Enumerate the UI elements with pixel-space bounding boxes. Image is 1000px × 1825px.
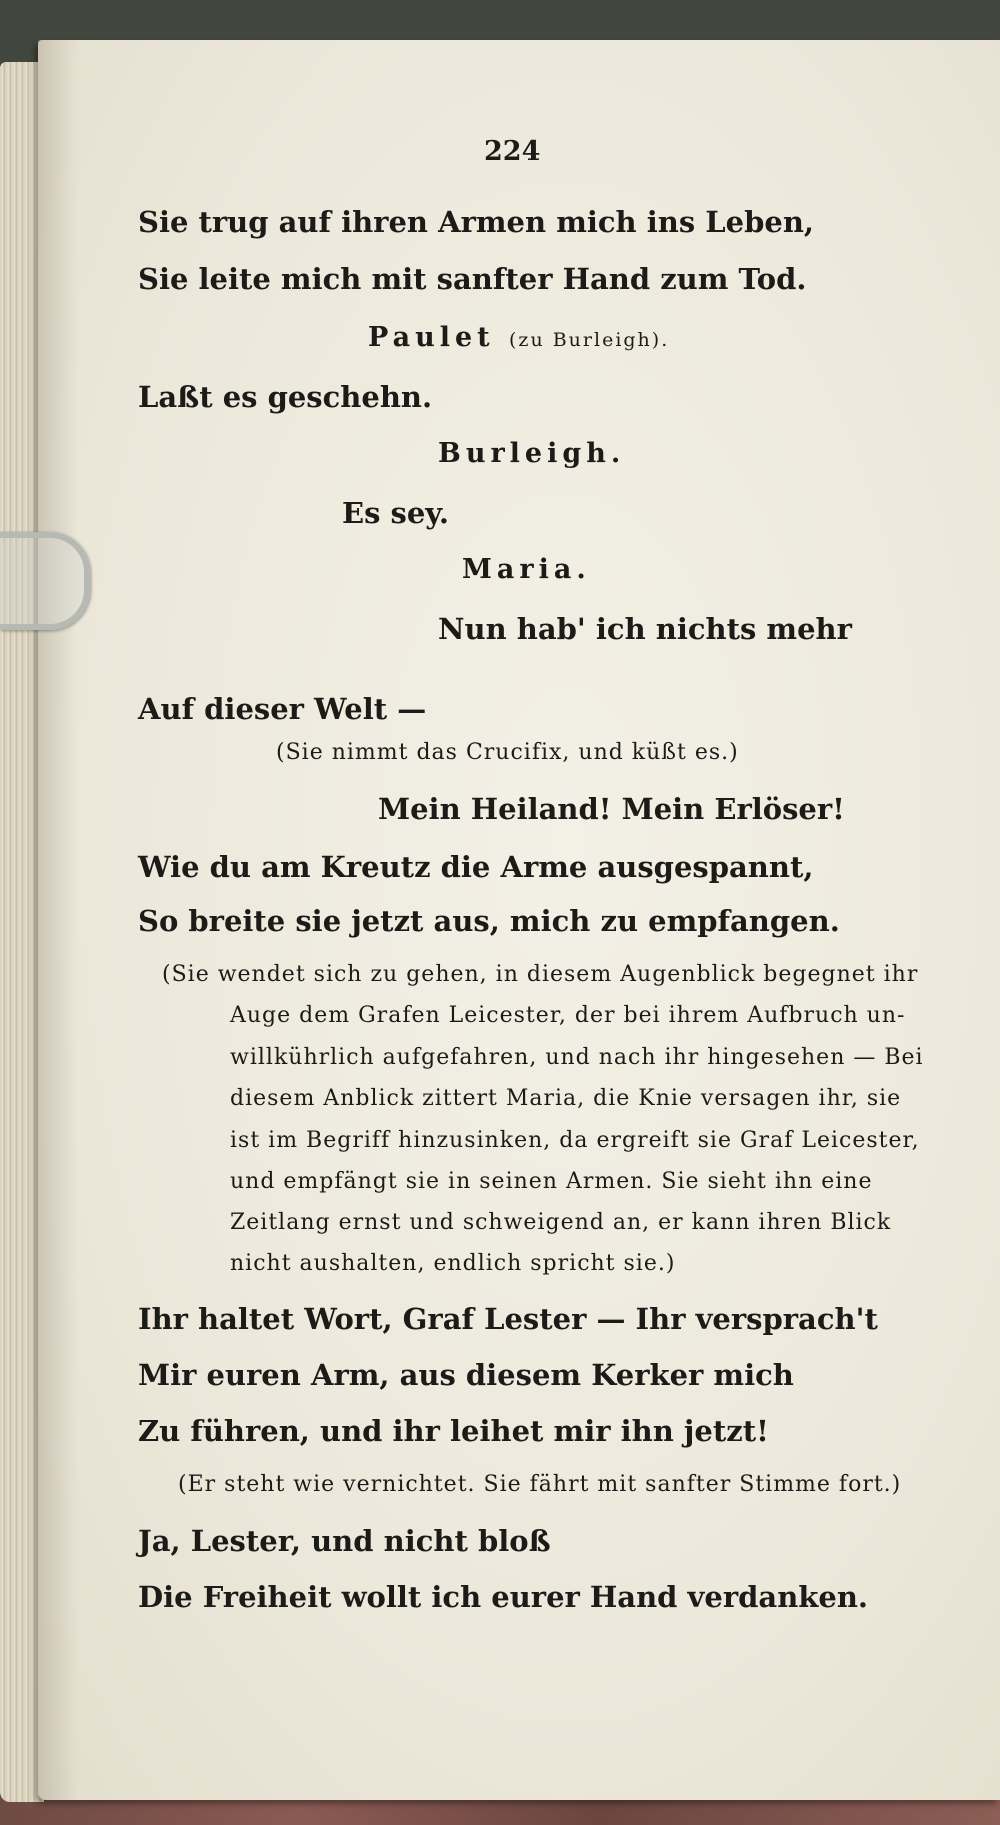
stage-direction: nicht aushalten, endlich spricht sie.) bbox=[230, 1251, 676, 1276]
verse-line: Zu führen, und ihr leihet mir ihn jetzt! bbox=[138, 1414, 769, 1448]
stage-direction: (Sie nimmt das Crucifix, und küßt es.) bbox=[276, 740, 739, 765]
stage-direction: (Sie wendet sich zu gehen, in diesem Augenblick begegnet ihr bbox=[162, 962, 919, 987]
verse-line: Nun hab' ich nichts mehr bbox=[438, 612, 852, 646]
stage-direction: diesem Anblick zittert Maria, die Knie versagen ihr, sie bbox=[230, 1086, 902, 1111]
verse-line: Sie trug auf ihren Armen mich ins Leben, bbox=[138, 205, 815, 239]
speaker-label: Paulet bbox=[368, 322, 495, 353]
verse-line: Laßt es geschehn. bbox=[138, 380, 433, 414]
verse-line: So breite sie jetzt aus, mich zu empfangen. bbox=[138, 904, 840, 938]
inline-stage-direction: (zu Burleigh). bbox=[509, 329, 670, 351]
stage-direction: und empfängt sie in seinen Armen. Sie sieht ihn eine bbox=[230, 1169, 873, 1194]
page-number: 224 bbox=[484, 136, 541, 167]
verse-line: Wie du am Kreutz die Arme ausgespannt, bbox=[138, 850, 814, 884]
stage-direction: willkührlich aufgefahren, und nach ihr hingesehen — Bei bbox=[230, 1045, 924, 1070]
verse-line: Auf dieser Welt — bbox=[138, 692, 427, 726]
speaker-name: Burleigh. bbox=[438, 438, 626, 469]
speaker-name bbox=[368, 322, 669, 353]
verse-line: Die Freiheit wollt ich eurer Hand verdanken. bbox=[138, 1580, 869, 1614]
verse-line: Ja, Lester, und nicht bloß bbox=[138, 1524, 551, 1558]
book-cover-edge bbox=[0, 1797, 1000, 1825]
stage-direction: ist im Begriff hinzusinken, da ergreift sie Graf Leicester, bbox=[230, 1128, 920, 1153]
stage-direction: (Er steht wie vernichtet. Sie fährt mit sanfter Stimme fort.) bbox=[178, 1472, 902, 1497]
book-page bbox=[38, 40, 1000, 1800]
verse-line: Es sey. bbox=[342, 496, 449, 530]
speaker-name: Maria. bbox=[462, 554, 591, 585]
page-clip bbox=[0, 532, 90, 630]
verse-line: Mein Heiland! Mein Erlöser! bbox=[378, 792, 845, 826]
verse-line: Sie leite mich mit sanfter Hand zum Tod. bbox=[138, 262, 807, 296]
verse-line: Ihr haltet Wort, Graf Lester — Ihr versprach't bbox=[138, 1302, 878, 1336]
gutter-shadow bbox=[38, 40, 78, 1800]
stage-direction: Auge dem Grafen Leicester, der bei ihrem Aufbruch un- bbox=[230, 1003, 906, 1028]
verse-line: Mir euren Arm, aus diesem Kerker mich bbox=[138, 1358, 794, 1392]
stage-direction: Zeitlang ernst und schweigend an, er kann ihren Blick bbox=[230, 1210, 892, 1235]
